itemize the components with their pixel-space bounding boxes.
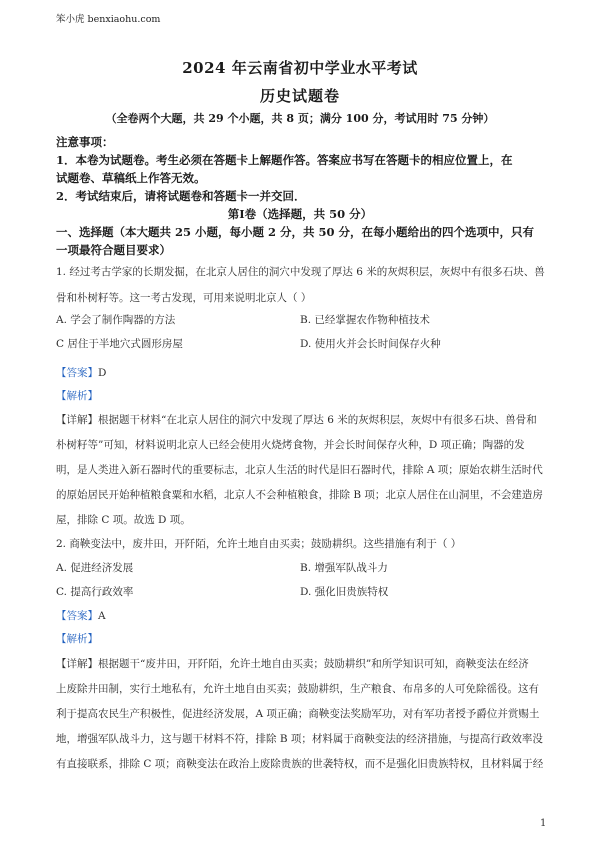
section-line-1: 一、选择题（本大题共 25 小题，每小题 2 分，共 50 分，在每小题给出的四个选项中，只有: [56, 225, 535, 239]
exam-title: 2024 年云南省初中学业水平考试: [182, 59, 418, 77]
q2-answer-value: A: [98, 610, 106, 622]
q2-detail-line-4: 地，增强军队战斗力，这与题干材料不符，排除 B 项；材料属于商鞅变法的经济措施，与提高行政效率没: [56, 733, 543, 745]
q1-detail-line-3: 明，是人类进入新石器时代的重要标志，北京人生活的时代是旧石器时代，排除 A 项；原始农耕生活时代: [56, 464, 543, 476]
q2-answer: 【答案】A: [56, 610, 106, 622]
site-watermark: 笨小虎 benxiaohu.com: [56, 14, 161, 25]
notes-heading: 注意事项：: [56, 135, 114, 149]
q2-answer-tag: 答案: [66, 610, 88, 622]
q2-option-c: C. 提高行政效率: [56, 586, 134, 598]
notes-line-2: 试题卷、草稿纸上作答无效。: [56, 171, 206, 185]
q1-answer: 【答案】D: [56, 367, 107, 379]
q2-option-d: D. 强化旧贵族特权: [300, 586, 389, 598]
q2-option-b: B. 增强军队战斗力: [300, 562, 388, 574]
exam-subtitle: 历史试题卷: [259, 87, 340, 105]
q1-option-c: C 居住于半地穴式圆形房屋: [56, 338, 183, 350]
q1-stem-line-1: 1. 经过考古学家的长期发掘，在北京人居住的洞穴中发现了厚达 6 米的灰烬积层，灰烬中有很多石块、兽: [56, 266, 545, 278]
q2-detail-line-5: 有直接联系，排除 C 项；商鞅变法在政治上废除贵族的世袭特权，而不是强化旧贵族特权，且材料属于经: [56, 758, 544, 770]
notes-line-1: 1．本卷为试题卷。考生必须在答题卡上解题作答。答案应书写在答题卡的相应位置上，在: [56, 153, 513, 167]
q1-option-a: A. 学会了制作陶器的方法: [56, 314, 176, 326]
section-line-2: 一项最符合题目要求）: [56, 243, 171, 257]
q1-stem-line-2: 骨和朴树籽等。这一考古发现，可用来说明北京人（ ）: [56, 292, 312, 304]
q1-detail-line-1: 【详解】根据题干材料“在北京人居住的洞穴中发现了厚达 6 米的灰烬积层，灰烬中有很多石块、兽骨和: [56, 414, 537, 426]
q1-analysis-tag: 解析: [66, 390, 88, 402]
q2-analysis-tag: 解析: [66, 633, 88, 645]
q1-option-d: D. 使用火并会长时间保存火种: [300, 338, 441, 350]
q1-answer-value: D: [98, 367, 107, 379]
q1-answer-tag: 答案: [66, 367, 88, 379]
q1-detail-line-5: 屋，排除 C 项。故选 D 项。: [56, 514, 191, 526]
q1-option-b: B. 已经掌握农作物种植技术: [300, 314, 430, 326]
q2-detail-line-3: 利于提高农民生产积极性，促进经济发展，A 项正确；商鞅变法奖励军功，对有军功者授予爵位并赏赐土: [56, 708, 540, 720]
notes-line-3: 2．考试结束后，请将试题卷和答题卡一并交回．: [56, 189, 306, 203]
exam-meta: （全卷两个大题，共 29 个小题，共 8 页；满分 100 分，考试用时 75 分钟）: [105, 112, 495, 125]
q2-detail-line-1: 【详解】根据题干“废井田，开阡陌，允许土地自由买卖；鼓励耕织”和所学知识可知，商鞅变法在经济: [56, 658, 529, 670]
q1-analysis: 【解析】: [56, 390, 98, 402]
q2-detail-tag: 详解: [66, 658, 88, 670]
q2-stem: 2. 商鞅变法中，废井田，开阡陌，允许土地自由买卖；鼓励耕织。这些措施有利于（ ）: [56, 538, 462, 550]
page-number: 1: [540, 818, 547, 829]
q2-option-a: A. 促进经济发展: [56, 562, 134, 574]
part-heading: 第Ⅰ卷（选择题，共 50 分）: [227, 207, 373, 221]
q1-detail-tag: 详解: [66, 414, 88, 426]
q1-detail-line-4: 的原始居民开始种植粮食粟和水稻，北京人不会种植粮食，排除 B 项；北京人居住在山洞里，不会建造房: [56, 489, 543, 501]
q1-detail-line-2: 朴树籽等”可知，材料说明北京人已经会使用火烧烤食物，并会长时间保存火种，D 项正确；陶器的发: [56, 439, 525, 451]
q2-analysis: 【解析】: [56, 633, 98, 645]
q2-detail-line-2: 上废除井田制，实行土地私有，允许土地自由买卖；鼓励耕织，生产粮食、布帛多的人可免除徭役。这有: [56, 683, 539, 695]
